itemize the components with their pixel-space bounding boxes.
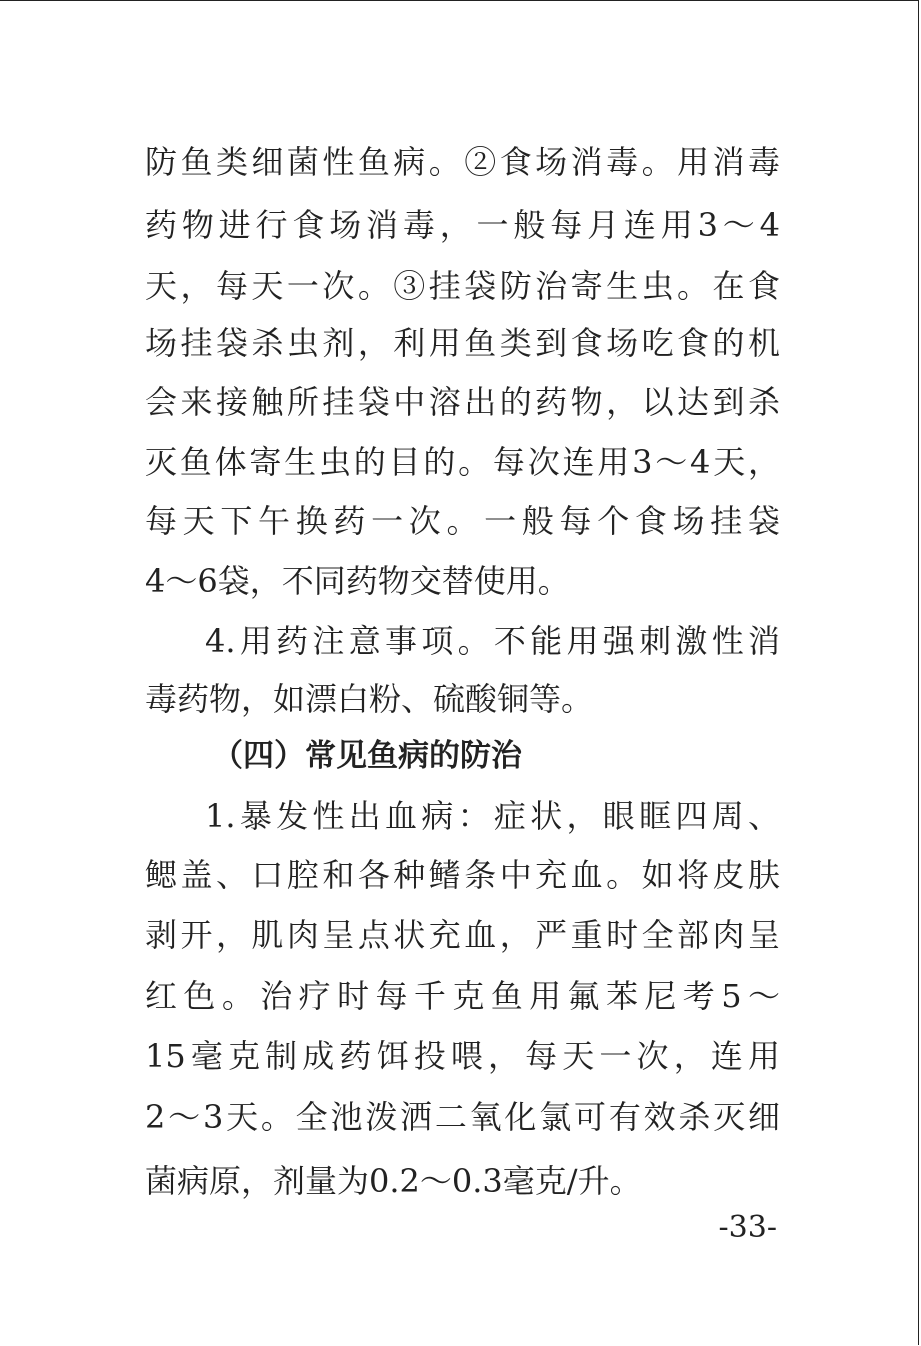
section-heading: （四）常见鱼病的防治 bbox=[212, 738, 522, 774]
text-line: 鳃盖、口腔和各种鳍条中充血。如将皮肤 bbox=[145, 856, 780, 894]
text-line: 会来接触所挂袋中溶出的药物，以达到杀 bbox=[145, 383, 780, 421]
text-line: 药物进行食场消毒，一般每月连用3～4 bbox=[145, 206, 780, 244]
text-line: 场挂袋杀虫剂，利用鱼类到食场吃食的机 bbox=[145, 324, 780, 362]
text-line: 菌病原，剂量为0.2～0.3毫克/升。 bbox=[145, 1162, 642, 1200]
text-line: 4.用药注意事项。不能用强刺激性消 bbox=[205, 622, 780, 660]
page-number: -33- bbox=[718, 1210, 777, 1245]
text-line: 15毫克制成药饵投喂，每天一次，连用 bbox=[145, 1037, 780, 1075]
text-line: 2～3天。全池泼洒二氧化氯可有效杀灭细 bbox=[145, 1098, 780, 1136]
text-line: 每天下午换药一次。一般每个食场挂袋 bbox=[145, 502, 780, 540]
text-line: 剥开，肌肉呈点状充血，严重时全部肉呈 bbox=[145, 916, 780, 954]
text-line: 4～6袋，不同药物交替使用。 bbox=[145, 562, 570, 600]
text-line: 天，每天一次。③挂袋防治寄生虫。在食 bbox=[145, 267, 780, 305]
text-line: 红色。治疗时每千克鱼用氟苯尼考5～ bbox=[145, 977, 780, 1015]
text-line: 1.暴发性出血病：症状，眼眶四周、 bbox=[205, 797, 780, 835]
text-line: 防鱼类细菌性鱼病。②食场消毒。用消毒 bbox=[145, 143, 780, 181]
text-line: 灭鱼体寄生虫的目的。每次连用3～4天， bbox=[145, 443, 780, 481]
text-line: 毒药物，如漂白粉、硫酸铜等。 bbox=[145, 680, 594, 718]
